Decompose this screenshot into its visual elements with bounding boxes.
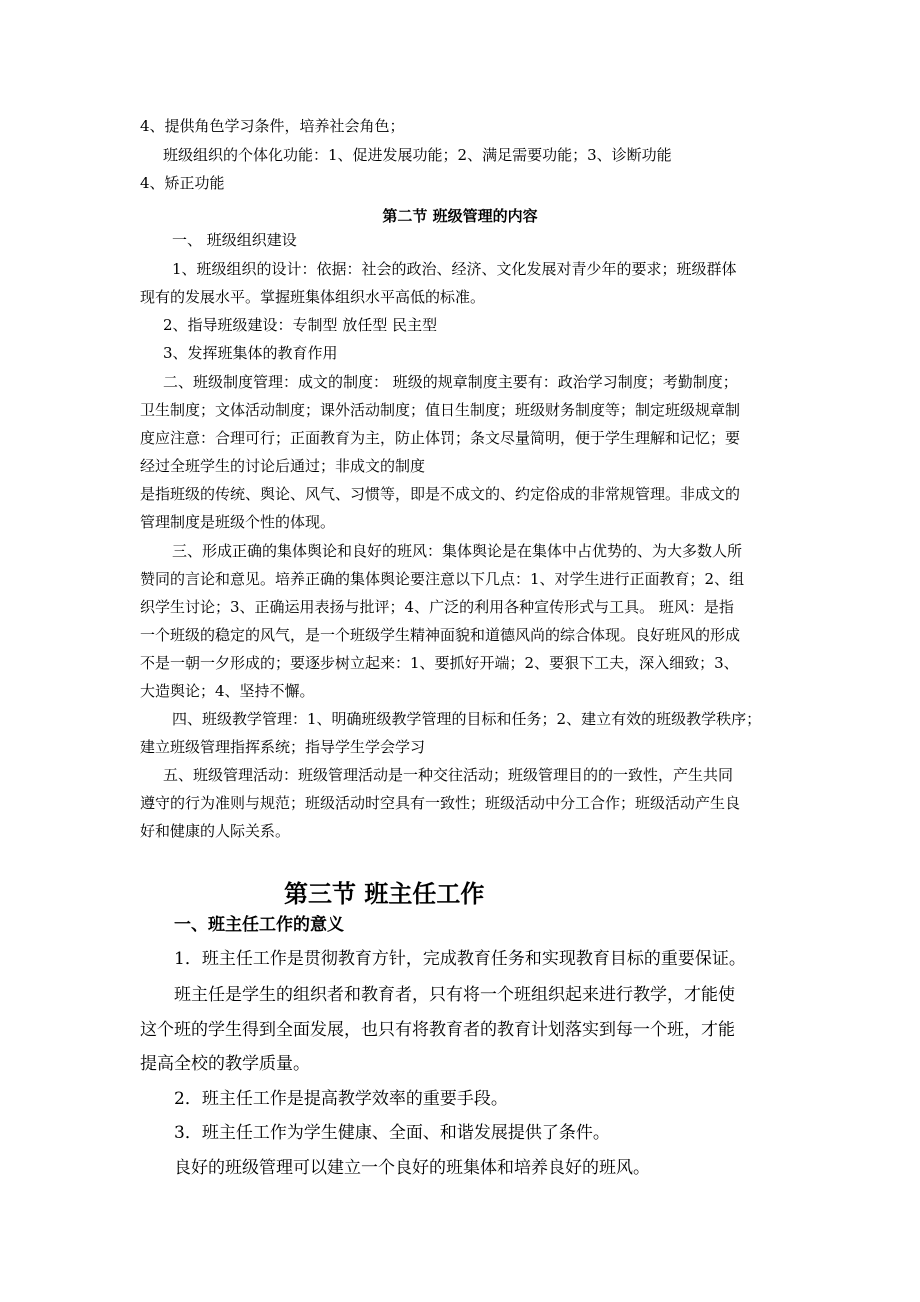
text-line: 3、发挥班集体的教育作用 — [163, 344, 338, 362]
text-line: 管理制度是班级个性的体现。 — [140, 513, 336, 531]
section-2-heading: 第二节 班级管理的内容 — [382, 207, 538, 225]
text-line: 建立班级管理指挥系统；指导学生学会学习 — [140, 738, 426, 756]
text-line: 大造舆论；4、坚持不懈。 — [140, 682, 315, 700]
text-line: 三、形成正确的集体舆论和良好的班风：集体舆论是在集体中占优势的、为大多数人所 — [172, 542, 743, 560]
text-line: 好和健康的人际关系。 — [140, 822, 291, 840]
section-3-heading: 第三节 班主任工作 — [284, 880, 485, 908]
text-line: 班级组织的个体化功能：1、促进发展功能；2、满足需要功能；3、诊断功能 — [163, 146, 672, 164]
text-line: 织学生讨论；3、正确运用表扬与批评；4、广泛的利用各种宣传形式与工具。 班风：是指 — [140, 598, 734, 616]
text-line: 四、班级教学管理：1、明确班级教学管理的目标和任务；2、建立有效的班级教学秩序； — [172, 710, 762, 728]
text-line: 一、 班级组织建设 — [172, 231, 297, 249]
text-line: 一个班级的稳定的风气，是一个班级学生精神面貌和道德风尚的综合体现。良好班风的形成 — [140, 626, 741, 644]
text-line: 提高全校的教学质量。 — [140, 1054, 310, 1074]
text-line: 经过全班学生的讨论后通过；非成文的制度 — [140, 457, 426, 475]
text-line: 2．班主任工作是提高教学效率的重要手段。 — [174, 1089, 508, 1109]
text-line: 良好的班级管理可以建立一个良好的班集体和培养良好的班风。 — [174, 1158, 650, 1178]
text-line: 遵守的行为准则与规范；班级活动时空具有一致性；班级活动中分工合作；班级活动产生良 — [140, 794, 741, 812]
text-line: 赞同的言论和意见。培养正确的集体舆论要注意以下几点：1、对学生进行正面教育；2、组 — [140, 570, 745, 588]
text-line: 4、提供角色学习条件，培养社会角色； — [140, 117, 405, 135]
text-line: 度应注意：合理可行；正面教育为主，防止体罚；条文尽量简明，便于学生理解和记忆；要 — [140, 429, 741, 447]
text-line: 不是一朝一夕形成的；要逐步树立起来：1、要抓好开端；2、要狠下工夫，深入细致；3、 — [140, 654, 739, 672]
text-line: 现有的发展水平。掌握班集体组织水平高低的标准。 — [140, 288, 486, 306]
text-line: 是指班级的传统、舆论、风气、习惯等，即是不成文的、约定俗成的非常规管理。非成文的 — [140, 485, 741, 503]
text-line: 二、班级制度管理：成文的制度： 班级的规章制度主要有：政治学习制度；考勤制度； — [163, 373, 738, 391]
text-line: 4、矫正功能 — [140, 174, 225, 192]
text-line: 这个班的学生得到全面发展，也只有将教育者的教育计划落实到每一个班，才能 — [140, 1020, 735, 1040]
text-line: 卫生制度；文体活动制度；课外活动制度；值日生制度；班级财务制度等；制定班级规章制 — [140, 401, 741, 419]
subheading: 一、班主任工作的意义 — [174, 915, 344, 935]
text-line: 3．班主任工作为学生健康、全面、和谐发展提供了条件。 — [174, 1123, 610, 1143]
text-line: 五、班级管理活动：班级管理活动是一种交往活动；班级管理目的的一致性，产生共同 — [163, 766, 734, 784]
text-line: 1、班级组织的设计：依据：社会的政治、经济、文化发展对青少年的要求；班级群体 — [172, 260, 737, 278]
text-line: 1．班主任工作是贯彻教育方针，完成教育任务和实现教育目标的重要保证。 — [174, 949, 746, 969]
text-line: 班主任是学生的组织者和教育者，只有将一个班组织起来进行教学，才能使 — [174, 985, 735, 1005]
text-line: 2、指导班级建设：专制型 放任型 民主型 — [163, 316, 438, 334]
